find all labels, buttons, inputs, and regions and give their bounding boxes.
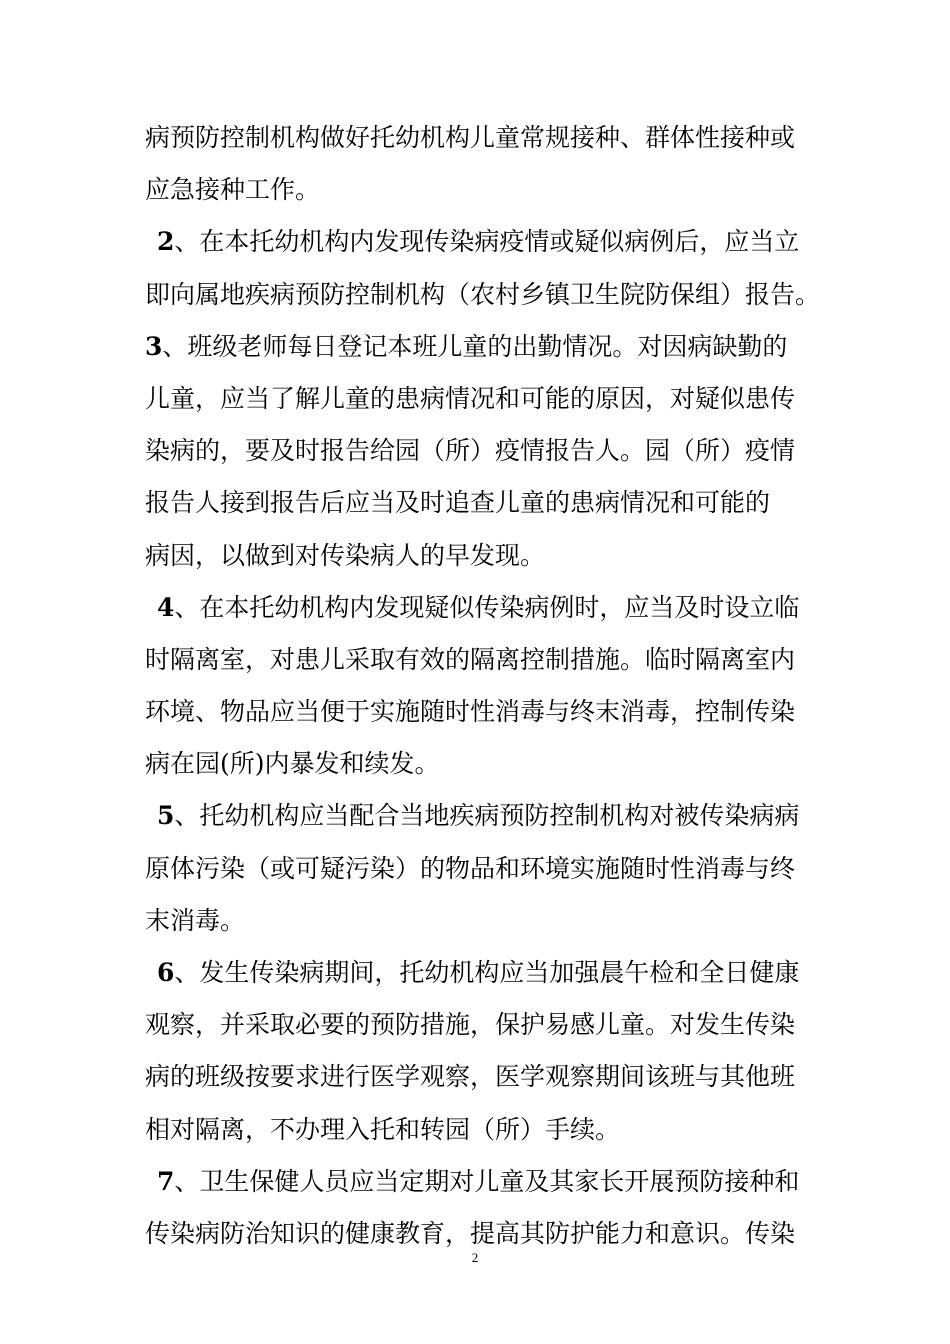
- line-text: 观察，并采取必要的预防措施，保护易感儿童。对发生传染: [145, 1010, 796, 1040]
- line-text: 病因，以做到对传染病人的早发现。: [145, 540, 546, 570]
- text-line: [145, 947, 825, 999]
- line-text: 、发生传染病期间，托幼机构应当加强晨午检和全日健康: [174, 958, 800, 987]
- text-line: [145, 477, 825, 529]
- line-text: 即向属地疾病预防控制机构（农村乡镇卫生院防保组）报告。: [145, 279, 821, 309]
- line-text: 、卫生保健人员应当定期对儿童及其家长开展预防接种和: [174, 1166, 800, 1196]
- page-number: 2: [471, 1250, 479, 1265]
- line-text: 末消毒。: [145, 905, 246, 935]
- line-text: 环境、物品应当便于实施随时性消毒与终末消毒，控制传染: [145, 697, 796, 727]
- text-line: [145, 321, 825, 373]
- line-text: 传染病防治知识的健康教育，提高其防护能力和意识。传染: [145, 1218, 796, 1248]
- text-line: [145, 738, 825, 790]
- line-text: 病的班级按要求进行医学观察，医学观察期间该班与其他班: [145, 1062, 796, 1092]
- text-line: [145, 790, 825, 842]
- line-text: 病在园(所)内暴发和续发。: [145, 749, 440, 779]
- line-text: 病预防控制机构做好托幼机构儿童常规接种、群体性接种或: [145, 123, 796, 152]
- item-number: 3: [145, 331, 163, 361]
- text-line: [145, 1104, 825, 1156]
- text-line: [145, 1051, 825, 1103]
- line-text: 染病的，要及时报告给园（所）疫情报告人。园（所）疫情: [145, 436, 796, 466]
- line-text: 、托幼机构应当配合当地疾病预防控制机构对被传染病病: [174, 801, 800, 831]
- text-line: [145, 895, 825, 947]
- text-line: [145, 582, 825, 634]
- item-number: 2: [157, 227, 175, 257]
- text-line: [145, 112, 825, 164]
- item-number: 4: [157, 592, 175, 622]
- text-line: [145, 1156, 825, 1208]
- text-line: [145, 634, 825, 686]
- line-text: 、在本托幼机构内发现疑似传染病例时，应当及时设立临: [174, 592, 800, 622]
- text-line: [145, 164, 825, 216]
- line-text: 应急接种工作。: [145, 175, 321, 205]
- line-text: 报告人接到报告后应当及时追查儿童的患病情况和可能的: [145, 488, 771, 518]
- item-number: 5: [157, 801, 175, 831]
- text-line: [145, 686, 825, 738]
- line-text: 儿童，应当了解儿童的患病情况和可能的原因，对疑似患传: [145, 383, 796, 413]
- line-text: 相对隔离，不办理入托和转园（所）手续。: [145, 1114, 621, 1144]
- line-text: 、在本托幼机构内发现传染病疫情或疑似病例后，应当立: [174, 227, 800, 257]
- text-line: [145, 999, 825, 1051]
- line-text: 时隔离室，对患儿采取有效的隔离控制措施。临时隔离室内: [145, 644, 796, 674]
- line-text: 、班级老师每日登记本班儿童的出勤情况。对因病缺勤的: [162, 331, 788, 361]
- text-line: [145, 269, 825, 321]
- text-line: [145, 425, 825, 477]
- text-line: [145, 843, 825, 895]
- text-line: [145, 216, 825, 268]
- text-line: [145, 530, 825, 582]
- body-text: [145, 112, 825, 1260]
- text-line: [145, 373, 825, 425]
- item-number: 7: [157, 1166, 175, 1196]
- line-text: 原体污染（或可疑污染）的物品和环境实施随时性消毒与终: [145, 853, 796, 883]
- item-number: 6: [157, 958, 175, 987]
